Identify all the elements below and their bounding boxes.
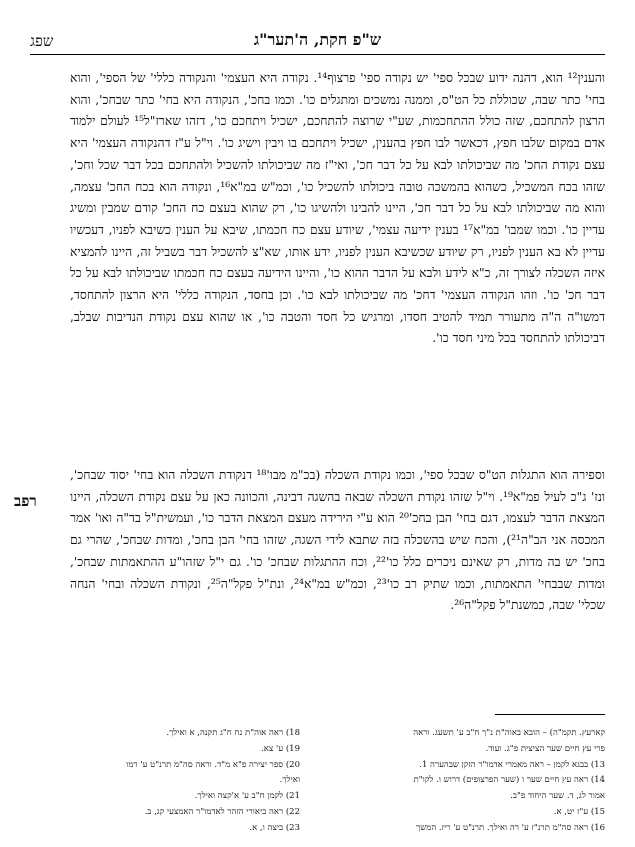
footnote-line: 23) ביצה ו, א. <box>249 822 300 833</box>
page-title: ש"פ חקת, ה'תער"ג <box>253 30 382 49</box>
header-rule <box>30 54 605 55</box>
footnote-rule <box>495 714 605 715</box>
page-number: שפג <box>30 32 54 50</box>
footnote-line: 14) ראה עץ חיים שער ו (שער הפרצופים) דרוש ו. לקו"ת <box>413 775 605 786</box>
body-paragraph-2: וספירה הוא התגלות הט"ס שבכל ספי', וכמו נקודת השכלה (בכ"מ מבו'¹⁸ דנקודת השכלה הוא בחי' יסוד שבחכ', ונז' ג"כ לעיל פמ"א¹⁹. וי"ל שזהו נקודת השכלה שבאה בהשגה דבינה, והכוונה כאן על עצם נקודת השכלה, היינו המצאת הדבר לעצמו, דגם בחי' הבן בחכ'²⁰ הוא ע"י הירידה מעצם המצאת הדבר כו', ועמשית"ל בד"ה ואו' אמר המכסה אני הב"ה²¹), והכח שיש בהשכלה בזה שתבא לידי השגה, שזהו בחי' הבן בחכ', ומדות שבחכ', שהרי גם בחכ' יש בה מדות, רק שאינם ניכרים כלל כו'²², וכח ההתגלות שבחכ' כו'. גם י"ל שזהו"ע ההתאמתות שבחכ', ומדות שבבחי' התאמתות, וכמו שתיק רב כו'²³, וכמ"ש במ"א²⁴, ונת"ל פקל"ה²⁵, ונקודת השכלה ובחי' הנחה שכלי' שבה, כמשנת"ל פקל"ה²⁶. <box>70 468 606 613</box>
footnote-line: 20) ספר יצירה פ"א מ"ד. וראה סה"מ תרנ"ט ע' רמו <box>126 759 300 770</box>
footnote-line: אמור לג, ד. שער היחוד פ"ב. <box>510 791 605 802</box>
page-header <box>30 30 605 56</box>
footnote-line: פרי עץ חיים שער הציצית פ"ג. ועוד. <box>485 743 605 754</box>
footnote-line: 22) ראה ביאורי הזהר לאדמו"ר האמצעי קג, ב. <box>144 806 300 817</box>
margin-page-marker: רפב <box>14 492 37 510</box>
footnote-line: 19) ע' צא. <box>261 743 300 754</box>
footnote-line: 18) ראה אוה"ת נח ח"ג תקנה, א ואילך. <box>166 728 300 738</box>
footnote-line: 15) ע"ז יט, א. <box>553 806 605 817</box>
footnotes-left-column <box>30 726 300 837</box>
footnote-line: קארעץ. תקמ"ה) – הובא באוה"ת נ"ך ח"ב ע' תשעג. וראה <box>413 728 605 738</box>
footnote-line: 16) ראה סה"מ תרנ"ז ע' רה ואילך. תרנ"ט ע' ריז. המשך <box>416 822 605 833</box>
body-paragraph-1: והענין¹² הוא, דהנה ידוע שבכל ספי' יש נקודה ספי' פרצוף¹⁴. נקודה היא העצמי' והנקודה כללי' של הספי', והוא בחי' כתר שבה, שכוללת כל הט"ס, וממנה נמשכים ומתגלים כו'. וכמו בחכ', הנקודה היא בחי' כתר שבחכ', והוא הרצון להתחכם, שזה כולל ההתחכמות, שע"י שרוצה להתחכם, ישכיל ויתחכם כו', דזהו שארז"ל¹⁵ לעולם ילמוד אדם במקום שלבו חפץ, דכאשר לבו חפץ בהענין, ישכיל ויתחכם בו ויבין וישיג כו'. וי"ל ע"ז דהנקודה העצמי' היא עצם נקודת החכ' מה שביכולתו לבא על כל דבר חכ', ואי"ז מה שביכולתו להשכיל ולהתחכם בכל דבר שכל וחכ', שזהו בכח המשכיל, כשהוא בהמשכה טובה ביכולתו להשכיל כו', וכמ"ש במ"א¹⁶, ונקודה הוא בכח החכ' עצמה, והוא מה שביכולתו לבא על כל דבר חכ', היינו להבינו ולהשיגו כו', רק שהוא בעצם כח החכ' קודם שמבין ומשיג עדיין כו'. וכמו שמבו' במ"א¹⁷ בענין ידיעה עצמי', שיודע עצם כח חכמתו, שיבא על הענין כשיבא לפניו, דעכשיו עדיין לא בא הענין לפניו, רק שיודע שכשיבא הענין לפניו, ידע אותו, שא"צ להשכיל דבר בשביל זה, היינו להמציא איזה השכלה לצורך זה, כ"א לידע ולבא על הדבר ההוא כו', והיינו הידיעה בעצם כח חכמתו שביכולתו לבא על כל דבר חכ' כו'. וזהו הנקודה העצמי' דחכ' מה שביכולתו לבא כו'. וכן בחסד, הנקודה כללי' היא הרצון להתחסד, דמשו"ה ה"ה מתעורר תמיד להטיב חסדו, ומרגיש כל חסד והטבה כו', או שהוא עצם נקודת הנדיבות שבלב, דביכולתו להתחסד בכל מיני חסד כו'. <box>70 71 606 346</box>
footnote-line: ואילך. <box>279 775 300 786</box>
footnotes-right-column <box>325 726 605 837</box>
footnote-line: 21) לקמן ח"ב ע' א'קצה ואילך. <box>194 791 300 802</box>
footnote-line: 13) בבגא לקמן – ראה מאמרי אדמו"ר הזקן שבהערה 1. <box>419 759 605 770</box>
